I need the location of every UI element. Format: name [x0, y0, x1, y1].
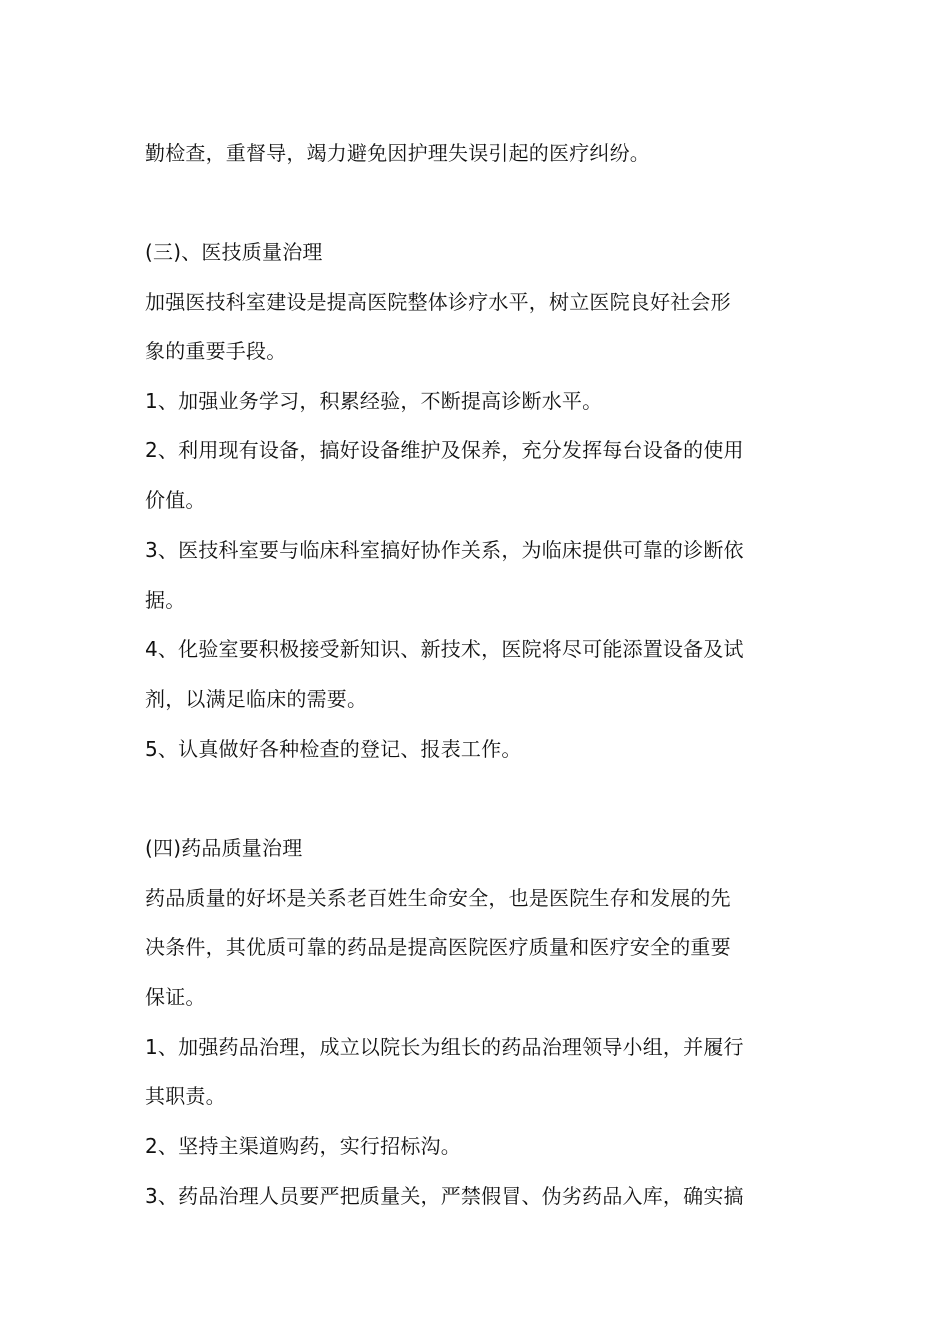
list-item: 1、加强业务学习，积累经验，不断提高诊断水平。: [145, 389, 603, 413]
list-item: 5、认真做好各种检查的登记、报表工作。: [145, 737, 522, 761]
text-line: 据。: [145, 588, 186, 612]
list-item: 2、利用现有设备，搞好设备维护及保养，充分发挥每台设备的使用: [145, 438, 744, 462]
text-line: 勤检查，重督导，竭力避免因护理失误引起的医疗纠纷。: [145, 141, 650, 165]
list-item: 1、加强药品治理，成立以院长为组长的药品治理领导小组，并履行: [145, 1035, 744, 1059]
list-item: 4、化验室要积极接受新知识、新技术，医院将尽可能添置设备及试: [145, 637, 744, 661]
section-heading-4: (四)药品质量治理: [145, 836, 303, 860]
list-item: 2、坚持主渠道购药，实行招标沟。: [145, 1134, 461, 1158]
text-line: 药品质量的好坏是关系老百姓生命安全，也是医院生存和发展的先: [145, 886, 731, 910]
text-line: 其职责。: [145, 1084, 226, 1108]
text-line: 价值。: [145, 488, 206, 512]
list-item: 3、药品治理人员要严把质量关，严禁假冒、伪劣药品入库，确实搞: [145, 1184, 744, 1208]
section-heading-3: (三)、医技质量治理: [145, 240, 323, 264]
text-line: 保证。: [145, 985, 206, 1009]
text-line: 象的重要手段。: [145, 339, 287, 363]
text-line: 决条件，其优质可靠的药品是提高医院医疗质量和医疗安全的重要: [145, 935, 731, 959]
text-line: 剂，以满足临床的需要。: [145, 687, 368, 711]
text-line: 加强医技科室建设是提高医院整体诊疗水平，树立医院良好社会形: [145, 290, 731, 314]
list-item: 3、医技科室要与临床科室搞好协作关系，为临床提供可靠的诊断依: [145, 538, 744, 562]
